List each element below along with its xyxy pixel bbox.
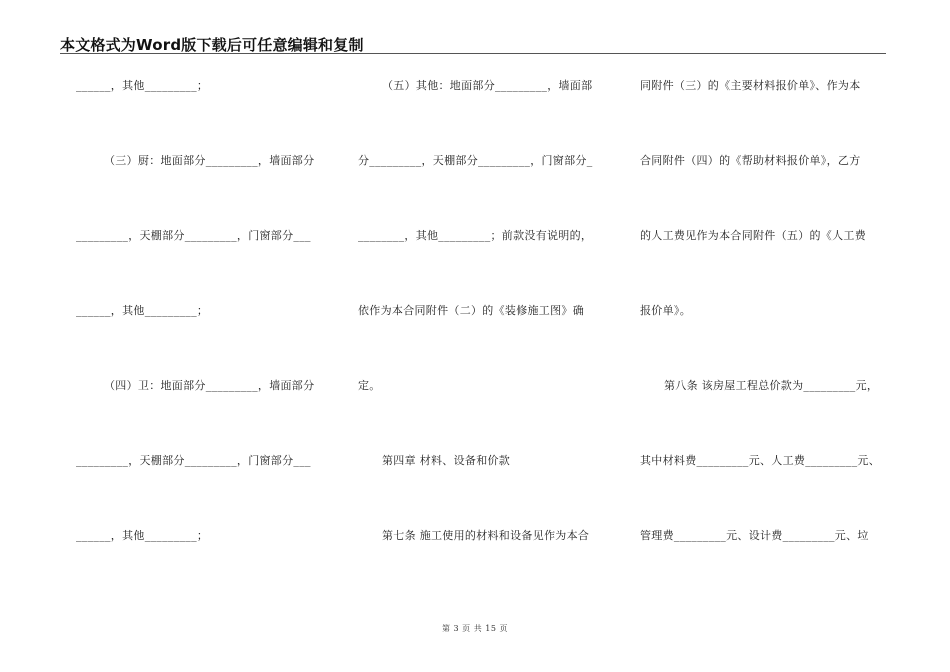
text-line: ______，其他_________；	[76, 79, 209, 92]
text-line: 第八条 该房屋工程总价款为_________元，	[664, 379, 879, 392]
text-line: ______，其他_________；	[76, 529, 209, 542]
text-column-2	[358, 0, 608, 672]
text-line: （五）其他：地面部分_________，墙面部	[382, 79, 593, 92]
text-line: ______，其他_________；	[76, 304, 209, 317]
text-line: 其中材料费_________元、人工费_________元、	[640, 454, 880, 467]
text-line: 合同附件（四）的《帮助材料报价单》，乙方	[640, 154, 861, 167]
text-column-3	[640, 0, 890, 672]
page-header-title: 本文格式为Word版下载后可任意编辑和复制	[60, 36, 364, 54]
text-line: （四）卫：地面部分_________，墙面部分	[104, 379, 315, 392]
text-column-1	[76, 0, 326, 672]
text-line: 同附件（三）的《主要材料报价单》、作为本	[640, 79, 861, 92]
text-line: 管理费_________元、设计费_________元、垃	[640, 529, 869, 542]
text-line: 第七条 施工使用的材料和设备见作为本合	[382, 529, 590, 542]
text-line: 报价单》。	[640, 304, 691, 317]
text-line: （三）厨：地面部分_________，墙面部分	[104, 154, 315, 167]
text-line: 的人工费见作为本合同附件（五）的《人工费	[640, 229, 866, 242]
text-line: _________，天棚部分_________，门窗部分___	[76, 454, 311, 467]
text-line: 定。	[358, 379, 381, 392]
text-line: 分_________，天棚部分_________，门窗部分_	[358, 154, 593, 167]
text-line: _________，天棚部分_________，门窗部分___	[76, 229, 311, 242]
text-line: 依作为本合同附件（二）的《装修施工图》确	[358, 304, 584, 317]
chapter-heading: 第四章 材料、设备和价款	[382, 454, 511, 467]
text-line: ________，其他_________；前款没有说明的，	[358, 229, 593, 242]
page-number: 第 3 页 共 15 页	[442, 624, 508, 633]
